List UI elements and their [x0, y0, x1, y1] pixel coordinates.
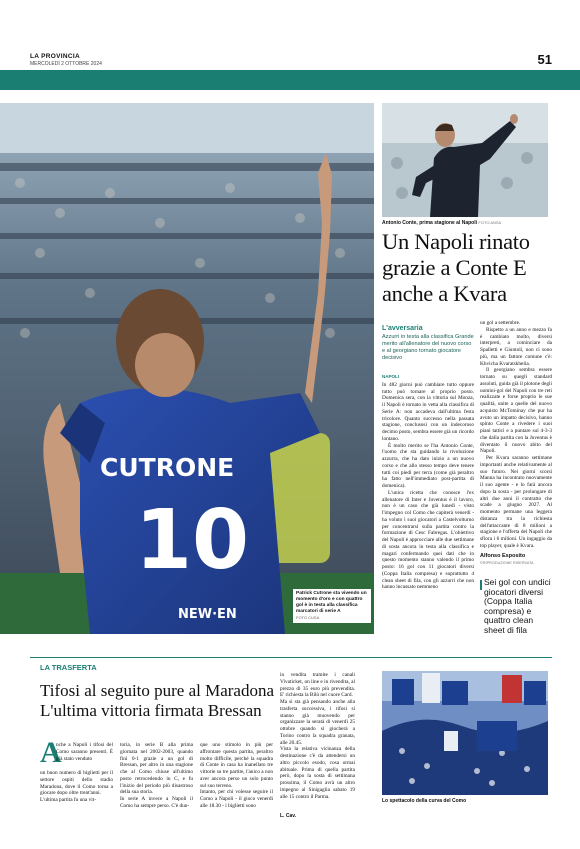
jersey-number: 10	[135, 493, 250, 588]
article2-column-3: que uno stimolo in più per affrontare questa partita, peraltro molto difficile, perché la squadra di Conte in casa ha inanellato tre vittorie su tre partite, l'anico a non aver ancora perso un solo punto sul suo terreno. Intanto, per chi volesse seguire il Como a Napoli - il gioco venerdì alle 18.30 - i biglietti sono	[200, 742, 273, 809]
article-paragraph: È molto merito se l'ha Antonio Conte, l'uomo che sta guidando la rivoluzione azzurra, che ha dato inizio a un nuovo corso e che allo stesso tempo deve tenere tutti coi piedi per terra (come già peraltro ha fatto nell'immediato post-partita di domenica).	[382, 442, 474, 489]
article-signature: Alfonso Esposito	[480, 553, 526, 559]
jersey-name: CUTRONE	[100, 453, 235, 482]
article2-column-1: un buon numero di biglietti per il settore ospiti dello stadio Maradona, dove il Como torna a giocare dopo oltre trent'anni. L'ultima partita fu una vit-	[40, 770, 113, 803]
conte-caption-text: Antonio Conte, prima stagione al Napoli	[382, 220, 478, 226]
article-column-2	[480, 320, 552, 550]
article-column-1	[382, 374, 474, 591]
cutrone-photo-caption	[293, 589, 371, 623]
como-fans-photo	[382, 671, 548, 795]
article2-signature: L. Cav.	[280, 813, 297, 819]
conte-photo-caption	[382, 220, 552, 226]
pull-quote-marker	[480, 580, 482, 590]
como-fans-caption: Lo spettacolo della curva del Como	[382, 798, 467, 804]
section-divider	[30, 657, 552, 658]
article2-headline: Tifosi al seguito pure al Maradona L'ultima vittoria firmata Bressan	[40, 681, 275, 720]
cutrone-photo	[0, 103, 374, 634]
jersey-sponsor: NEW·EN	[178, 607, 237, 622]
newspaper-name: LA PROVINCIA	[30, 53, 80, 60]
header-color-band	[0, 70, 580, 90]
article2-column-2: toria, in serie B alla prima giornata nel 2002-2003, quando finì 0-1 grazie a un gol di Bressan, per altro in una stagione che al Como chiuse all'ultimo posto retrocedendo in C, e fu l'inizio del periodo più disastroso della sua storia. In serie A invece a Napoli il Como ha sempre perso. C'è dun-	[120, 742, 193, 809]
article2-column-1-top: nche a Napoli i tifosi del Como saranno presenti. È già stato venduto	[56, 742, 113, 762]
conte-photo-credit: FOTO ANSA	[478, 220, 502, 225]
conte-photo	[382, 103, 548, 217]
pull-quote: Sei gol con undici giocatori diversi (Coppa Italia compresa) e quattro clean sheet di fila	[484, 577, 551, 635]
article-paragraph: Il georgiano sembra essere tornato su quegli standard assoluti, guida già il plotone degli uomini-gol del Napoli con tre reti realizzate e forse proprio le sue qualità, unite a quelle del nuovo acquisto McTominay che pur ha avuto un impatto decisivo, hanno spinto Conte a rivedere i suoi piani tattici e a puntare sul 4-3-3 che dalla partita con la Juventus è diventato il nuovo abito del Napoli.	[480, 367, 552, 455]
article-paragraph: In 482 giorni può cambiare tutto oppure tutto può tornare al proprio posto. Domenica sera, con la vittoria sul Monza, il Napoli è tornato in vetta alla classifica di Serie A: non accadeva dall'ultima festa tricolore. Quanto successo nella passata stagione, conclusosi con un indecoroso decimo posto, sembra essere già un ricordo lontano.	[382, 381, 474, 442]
copyright-note: ©RIPRODUZIONE RISERVATA	[480, 561, 534, 565]
drop-cap: A	[40, 736, 62, 769]
article-dateline: NAPOLI	[382, 374, 400, 379]
cutrone-photo-credit: FOTO CUSA	[296, 615, 320, 620]
article-paragraph: un gol a settembre.	[480, 320, 521, 326]
crowd-illustration	[382, 671, 548, 795]
issue-date: MERCOLEDÌ 2 OTTOBRE 2024	[30, 61, 102, 67]
section-label: LA TRASFERTA	[40, 663, 97, 672]
article-kicker: L'avversaria	[382, 325, 423, 332]
article-paragraph: Rispetto a un anno e mezzo fa è cambiato molto, diversi interpreti, a cominciare da Spalletti e Giuntoli, non ci sono più, ma un fattore comune c'è: Khvicha Kvaratskhelia.	[480, 326, 552, 367]
cutrone-caption-text: Patrick Cutrone sta vivendo un momento d'oro e con quattro gol è in testa alla classifica marcatori di serie A	[296, 591, 367, 614]
article-paragraph: Per Kvara saranno settimane importanti anche relativamente al suo futuro. Nei giorni scorsi Manna ha incontrato nuovamente il suo agente - e lo farà ancora dopo la sosta - per prolungare di altri due anni il contratto che scade a giugno 2027. Al momento permane una leggera distanza tra la richiesta dell'attaccante di 8 milioni a stagione e l'offerta del Napoli che sfiora i 6 milioni. Un ingaggio da top player, quale è Kvara.	[480, 455, 552, 549]
article-paragraph: L'unica ricetta che conosce l'ex allenatore di Inter e Juventus è il lavoro, non è un caso che già lunedì - visto l'impegno col Como che capiterà venerdì - ha voluto i suoi giocatori a Castelvolturno per concentrarsi sulla partita contro la formazione di Cesc Fabregas. L'obiettivo del Napoli è approcciare alle due settimane di sosta ancora in testa alla classifica e magari confermando quei dati che in questo momento stanno valendo il primo posto: 16 gol con 11 giocatori diversi (Coppa Italia compresa) e soprattutto 4 clean sheet di fila, con gli azzurri che non hanno incassato nemmeno	[382, 489, 474, 591]
article-headline: Un Napoli rinato grazie a Conte E anche a Kvara	[382, 229, 530, 306]
article2-column-4: in vendita tramite i canali Vivaticket, on line e in rivendita, al prezzo di 35 euro più prevendita. E' richiesta la Bilù nel cuore Card. Ma si sta già pensando anche alla trasferta successiva, i tifosi si stanno già muovendo per organizzare la seratà di venerdì 25 ottobre quando si giocherà a Torino contro la squadra granata, alle 20.45. Vista la relativa vicinanza della destinazione c'è da attendersi un altro piccolo esodo, cosa ormai abituale. Prima di quella partita però, dopo la sosta di settimana prossima, il Como avrà un altro impegno al Sinigaglia sabato 19 alle 15 contro il Parma.	[280, 672, 355, 800]
page-number: 51	[537, 52, 552, 67]
article-summary: Azzurri in testa alla classifica Grande merito all'allenatore del nuovo corso e al georgiano tornato giocatore decisivo	[382, 334, 474, 362]
conte-illustration	[382, 103, 548, 217]
cutrone-illustration	[0, 103, 374, 634]
